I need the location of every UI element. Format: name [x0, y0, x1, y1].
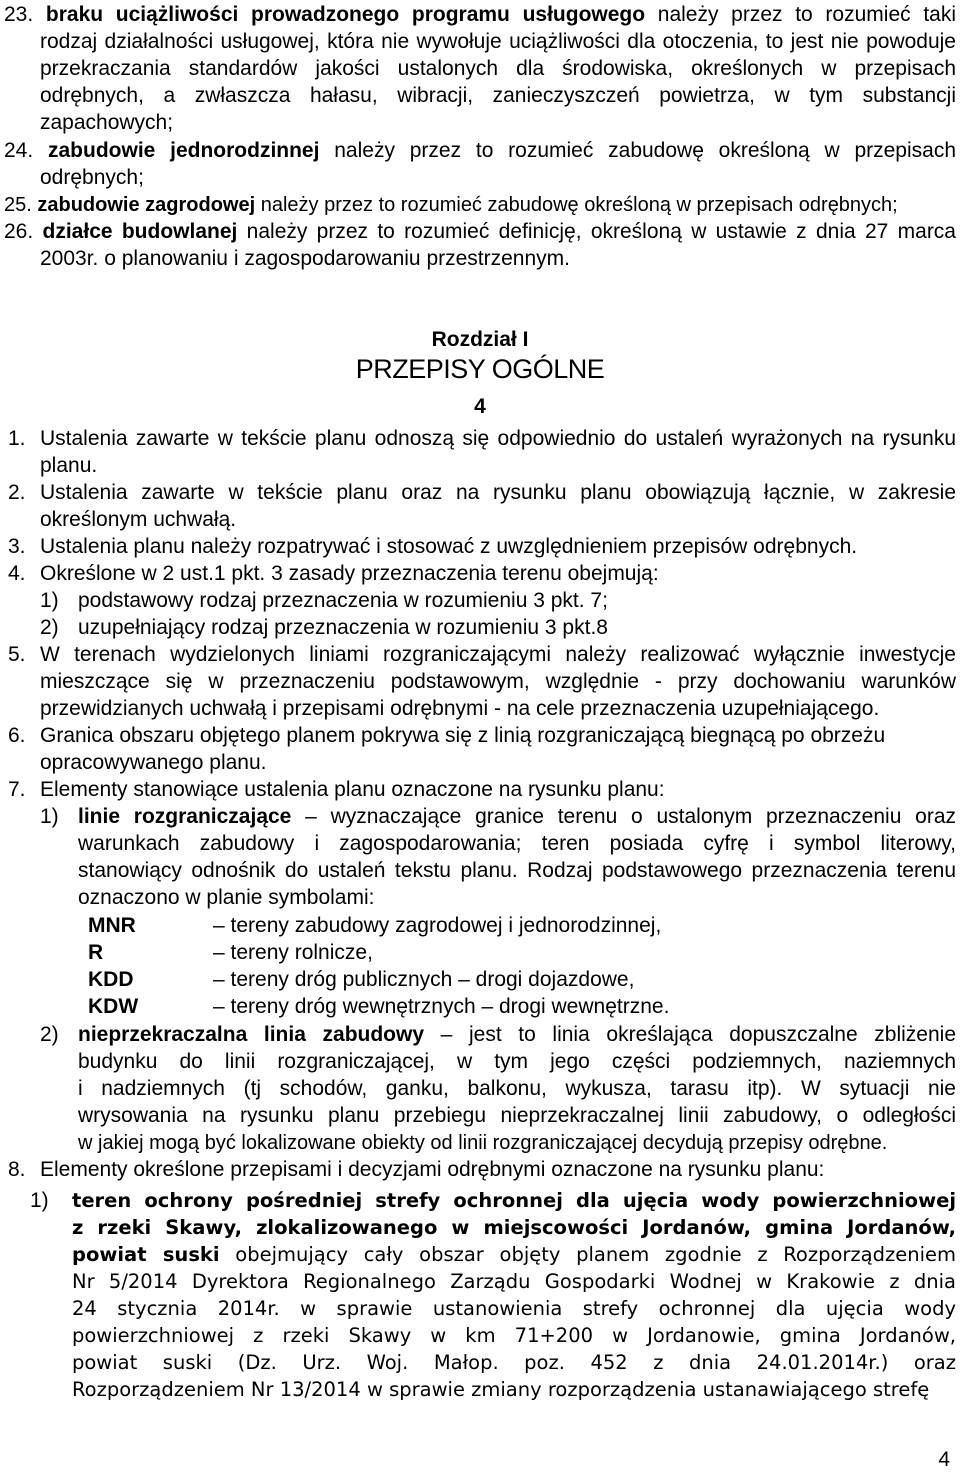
p8-item1-line1: teren ochrony pośredniej strefy ochronnej dla ujęcia wody powierzchniowej [72, 1189, 956, 1212]
p2-number: 2. [8, 481, 26, 504]
def24-term: zabudowie jednorodzinnej [48, 139, 320, 162]
p7-item2-line2: budynku do linii rozgraniczającej, w tym jego części podziemnych, naziemnych [78, 1050, 956, 1073]
def25-term: zabudowie zagrodowej [37, 194, 256, 216]
p7-item2-number: 2) [40, 1023, 59, 1046]
p8-number: 8. [8, 1158, 26, 1181]
p7-line1: Elementy stanowiące ustalenia planu oznaczone na rysunku planu: [40, 778, 665, 801]
symbol-code: R [88, 941, 104, 964]
p8-item1-line8: Rozporządzeniem Nr 13/2014 w sprawie zmiany rozporządzenia ustanawiającego strefę [72, 1378, 930, 1401]
def23-line5: zapachowych; [40, 111, 174, 134]
symbol-code: KDW [88, 995, 139, 1018]
p7-number: 7. [8, 778, 26, 801]
def25-rest: należy przez to rozumieć zabudowę określoną w przepisach odrębnych; [260, 194, 898, 216]
p8-item1-line4: Nr 5/2014 Dyrektora Regionalnego Zarządu Gospodarki Wodnej w Krakowie z dnia [72, 1270, 956, 1293]
p8-item1-line6: powierzchniowej z rzeki Skawy w km 71+200 w Jordanowie, gmina Jordanów, [72, 1324, 956, 1347]
p1-line2: planu. [40, 454, 98, 477]
p4-item2: uzupełniający rodzaj przeznaczenia w rozumieniu 3 pkt.8 [78, 616, 608, 639]
def25-number: 25. [4, 194, 32, 216]
p6-line1: Granica obszaru objętego planem pokrywa się z linią rozgraniczającą biegnącą po obrzeżu [40, 724, 886, 747]
def24-number: 24. [4, 139, 34, 162]
p7-item2-line4: wrysowania na rysunku planu przebiegu nieprzekraczalnej linii zabudowy, o odległości [78, 1104, 956, 1127]
section-number: 4 [474, 395, 486, 418]
p5-line2: mieszczące się w przeznaczeniu podstawowym, względnie - przy dochowaniu warunków [40, 670, 956, 693]
p8-item1-line3-rest: obejmujący cały obszar objęty planem zgodnie z Rozporządzeniem [235, 1243, 956, 1266]
def23-term: braku uciążliwości prowadzonego programu usługowego [45, 3, 646, 26]
def23-line4: odrębnych, a zwłaszcza hałasu, wibracji, zanieczyszczeń powietrza, w tym substancji [40, 84, 956, 107]
p7-item2-term: nieprzekraczalna linia zabudowy [78, 1023, 425, 1046]
p7-item2-line1 [78, 1022, 956, 1048]
p7-item1-number: 1) [40, 805, 59, 828]
p8-item1-term: powiat suski [72, 1243, 220, 1266]
symbol-code: KDD [88, 968, 134, 991]
p3-number: 3. [8, 535, 26, 558]
def25-line1 [4, 192, 898, 218]
p7-item1-line3: stanowiący odnośnik do ustaleń tekstu planu. Rodzaj podstawowego przeznaczenia terenu [78, 859, 956, 882]
def23-line2: rodzaj działalności usługowej, która nie wywołuje uciążliwości dla otoczenia, to jest nie powoduje [40, 30, 956, 53]
p3-line1: Ustalenia planu należy rozpatrywać i stosować z uwzględnieniem przepisów odrębnych. [40, 535, 858, 558]
def23-rest: należy przez to rozumieć taki [657, 3, 956, 26]
p5-line3: przewidzianych uchwałą i przepisami odrębnymi - na cele przeznaczenia uzupełniającego. [40, 697, 880, 720]
symbol-code: MNR [88, 914, 136, 937]
p7-item1-term: linie rozgraniczające [78, 805, 292, 828]
p2-line2: określonym uchwałą. [40, 508, 237, 531]
def26-number: 26. [4, 220, 34, 243]
p8-item1-number: 1) [30, 1189, 49, 1212]
p7-item1-line1 [78, 804, 956, 830]
chapter-label: Rozdział I [431, 328, 529, 351]
def26-line1 [4, 219, 956, 245]
p7-item1-rest: – wyznaczające granice terenu o ustalonym przeznaczeniu oraz [305, 805, 957, 828]
def26-line2: 2003r. o planowaniu i zagospodarowaniu przestrzennym. [40, 247, 570, 270]
p4-item2-number: 2) [40, 616, 59, 639]
p8-item1-line3 [72, 1242, 956, 1268]
def23-line1 [4, 2, 956, 28]
p4-line1: Określone w 2 ust.1 pkt. 3 zasady przeznaczenia terenu obejmują: [40, 562, 659, 585]
p7-item2-rest: – jest to linia określająca dopuszczalne zbliżenie [440, 1023, 957, 1046]
def23-line3: przekraczania standardów jakości ustalonych dla środowiska, określonych w przepisach [40, 57, 956, 80]
p7-item2-line3: i nadziemnych (tj schodów, ganku, balkonu, wykusza, tarasu itp). W sytuacji nie [78, 1077, 956, 1100]
p7-item2-line5: w jakiej mogą być lokalizowane obiekty od linii rozgraniczającej decydują przepisy odrębne. [78, 1132, 888, 1154]
symbol-description: – tereny zabudowy zagrodowej i jednorodzinnej, [213, 914, 662, 937]
p1-line1: Ustalenia zawarte w tekście planu odnoszą się odpowiednio do ustaleń wyrażonych na rysunku [40, 427, 956, 450]
def24-line2: odrębnych; [40, 166, 144, 189]
symbol-description: – tereny dróg wewnętrznych – drogi wewnętrzne. [213, 995, 670, 1018]
def24-line1 [4, 138, 956, 164]
p6-line2: opracowywanego planu. [40, 751, 267, 774]
p1-number: 1. [8, 427, 26, 450]
p4-number: 4. [8, 562, 26, 585]
def24-rest: należy przez to rozumieć zabudowę określoną w przepisach [334, 139, 957, 162]
p7-item1-line4: oznaczono w planie symbolami: [78, 886, 375, 909]
p7-item1-line2: warunkach zabudowy i zagospodarowania; teren posiada cyfrę i symbol literowy, [78, 832, 956, 855]
symbol-description: – tereny rolnicze, [213, 941, 373, 964]
p6-number: 6. [8, 724, 26, 747]
p8-item1-line5: 24 stycznia 2014r. w sprawie ustanowienia strefy ochronnej dla ujęcia wody [72, 1297, 956, 1320]
p8-item1-line2: z rzeki Skawy, zlokalizowanego w miejscowości Jordanów, gmina Jordanów, [72, 1216, 956, 1239]
page-number: 4 [938, 1448, 950, 1471]
p5-line1: W terenach wydzielonych liniami rozgraniczającymi należy realizować wyłącznie inwestycje [40, 643, 956, 666]
p5-number: 5. [8, 643, 26, 666]
p8-item1-line7: powiat suski (Dz. Urz. Woj. Małop. poz. 452 z dnia 24.01.2014r.) oraz [72, 1351, 956, 1374]
symbol-description: – tereny dróg publicznych – drogi dojazdowe, [213, 968, 635, 991]
p2-line1: Ustalenia zawarte w tekście planu oraz na rysunku planu obowiązują łącznie, w zakresie [40, 481, 956, 504]
def23-number: 23. [4, 3, 34, 26]
p4-item1: podstawowy rodzaj przeznaczenia w rozumieniu 3 pkt. 7; [78, 589, 608, 612]
chapter-title: PRZEPISY OGÓLNE [355, 354, 605, 384]
def26-term: działce budowlanej [42, 220, 238, 243]
def26-rest: należy przez to rozumieć definicję, określoną w ustawie z dnia 27 marca [246, 220, 956, 243]
p8-line1: Elementy określone przepisami i decyzjami odrębnymi oznaczone na rysunku planu: [40, 1158, 825, 1181]
p4-item1-number: 1) [40, 589, 59, 612]
